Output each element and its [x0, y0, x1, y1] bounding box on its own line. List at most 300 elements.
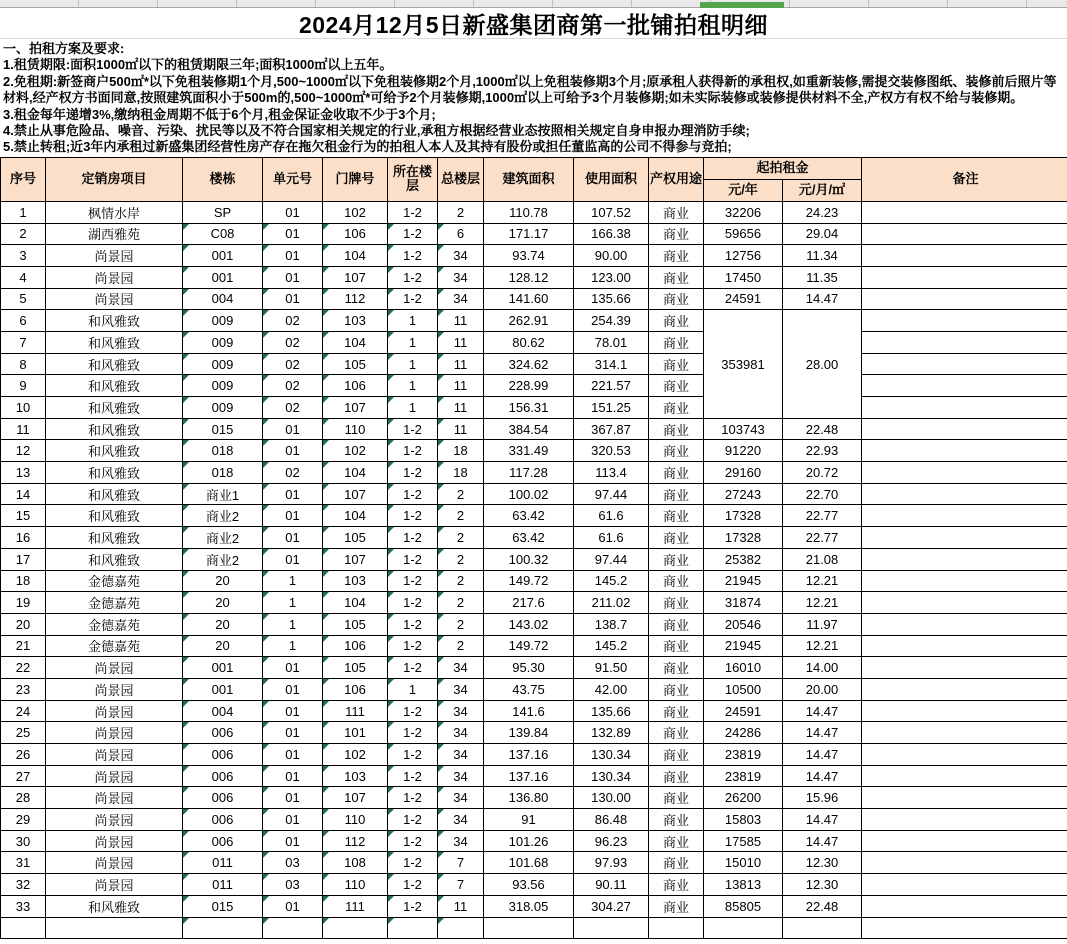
cell[interactable]: 11 [438, 895, 484, 917]
cell[interactable]: 商业 [649, 483, 704, 505]
cell[interactable]: 11 [438, 310, 484, 332]
cell[interactable]: 商业 [649, 527, 704, 549]
cell[interactable]: 25 [1, 722, 46, 744]
cell[interactable]: SP [183, 201, 263, 223]
cell[interactable]: 7 [438, 874, 484, 896]
cell[interactable]: 和风雅致 [46, 548, 183, 570]
cell[interactable]: 商业 [649, 787, 704, 809]
cell[interactable]: 1-2 [388, 223, 438, 245]
cell[interactable]: 1 [263, 570, 323, 592]
cell[interactable]: 106 [323, 375, 388, 397]
cell[interactable]: 23819 [704, 765, 783, 787]
cell[interactable] [862, 722, 1067, 744]
cell[interactable] [862, 874, 1067, 896]
cell[interactable]: 22.77 [783, 505, 862, 527]
cell[interactable]: 和风雅致 [46, 397, 183, 419]
cell[interactable] [862, 895, 1067, 917]
cell[interactable]: 97.44 [574, 483, 649, 505]
cell[interactable]: 金德嘉苑 [46, 635, 183, 657]
cell[interactable]: 11.34 [783, 245, 862, 267]
cell[interactable] [862, 678, 1067, 700]
cell[interactable]: 93.74 [484, 245, 574, 267]
cell[interactable]: 1 [263, 592, 323, 614]
cell[interactable]: 01 [263, 787, 323, 809]
cell[interactable]: 01 [263, 245, 323, 267]
cell[interactable]: 105 [323, 657, 388, 679]
cell[interactable]: 102 [323, 744, 388, 766]
cell[interactable] [862, 462, 1067, 484]
cell[interactable]: 304.27 [574, 895, 649, 917]
cell[interactable]: 018 [183, 440, 263, 462]
cell[interactable]: 1-2 [388, 613, 438, 635]
cell[interactable]: 101.26 [484, 830, 574, 852]
cell[interactable] [649, 917, 704, 939]
cell[interactable]: 17328 [704, 505, 783, 527]
cell[interactable]: 03 [263, 874, 323, 896]
cell[interactable]: 和风雅致 [46, 353, 183, 375]
cell[interactable]: 145.2 [574, 635, 649, 657]
cell[interactable]: 01 [263, 483, 323, 505]
cell[interactable]: 尚景园 [46, 288, 183, 310]
cell[interactable]: 011 [183, 852, 263, 874]
cell[interactable]: 和风雅致 [46, 527, 183, 549]
cell[interactable]: 尚景园 [46, 657, 183, 679]
cell[interactable]: 3 [1, 245, 46, 267]
cell[interactable]: 16 [1, 527, 46, 549]
cell[interactable]: 22 [1, 657, 46, 679]
cell[interactable] [323, 917, 388, 939]
cell[interactable]: 135.66 [574, 288, 649, 310]
cell[interactable]: 97.93 [574, 852, 649, 874]
cell[interactable]: 130.00 [574, 787, 649, 809]
cell[interactable]: 217.6 [484, 592, 574, 614]
cell[interactable]: 001 [183, 678, 263, 700]
cell[interactable]: 103 [323, 310, 388, 332]
cell[interactable]: 25382 [704, 548, 783, 570]
cell[interactable]: 108 [323, 852, 388, 874]
cell[interactable]: 商业 [649, 700, 704, 722]
cell[interactable]: 102 [323, 440, 388, 462]
cell[interactable]: 113.4 [574, 462, 649, 484]
cell[interactable]: 商业 [649, 722, 704, 744]
cell[interactable] [862, 375, 1067, 397]
cell[interactable]: 尚景园 [46, 245, 183, 267]
cell[interactable]: 和风雅致 [46, 440, 183, 462]
cell[interactable]: 14.47 [783, 744, 862, 766]
cell[interactable]: 尚景园 [46, 744, 183, 766]
cell[interactable]: 12.21 [783, 592, 862, 614]
cell[interactable]: 01 [263, 830, 323, 852]
cell[interactable]: 107 [323, 397, 388, 419]
cell[interactable]: 24.23 [783, 201, 862, 223]
cell[interactable]: 1 [263, 613, 323, 635]
cell[interactable] [574, 917, 649, 939]
cell[interactable]: 006 [183, 830, 263, 852]
cell[interactable]: 11.97 [783, 613, 862, 635]
cell[interactable]: 151.25 [574, 397, 649, 419]
cell[interactable]: 42.00 [574, 678, 649, 700]
cell[interactable]: 80.62 [484, 331, 574, 353]
cell[interactable]: 枫情水岸 [46, 201, 183, 223]
cell[interactable]: 24591 [704, 288, 783, 310]
cell[interactable] [862, 353, 1067, 375]
cell[interactable]: 384.54 [484, 418, 574, 440]
cell[interactable]: 20 [183, 635, 263, 657]
cell[interactable]: 14.47 [783, 700, 862, 722]
cell[interactable]: 112 [323, 288, 388, 310]
cell[interactable] [862, 331, 1067, 353]
cell[interactable] [862, 310, 1067, 332]
cell[interactable]: 12.30 [783, 852, 862, 874]
cell[interactable]: 23819 [704, 744, 783, 766]
cell[interactable]: 21945 [704, 570, 783, 592]
cell[interactable]: 和风雅致 [46, 375, 183, 397]
cell[interactable]: 1-2 [388, 700, 438, 722]
cell[interactable]: 14.47 [783, 722, 862, 744]
cell[interactable]: 105 [323, 353, 388, 375]
cell[interactable]: 商业2 [183, 505, 263, 527]
cell[interactable]: 01 [263, 266, 323, 288]
cell[interactable]: 106 [323, 635, 388, 657]
cell[interactable]: 尚景园 [46, 852, 183, 874]
cell[interactable]: 商业 [649, 462, 704, 484]
header-project[interactable]: 定销房项目 [46, 157, 183, 201]
cell[interactable]: 26200 [704, 787, 783, 809]
cell[interactable]: 331.49 [484, 440, 574, 462]
cell[interactable] [862, 548, 1067, 570]
cell[interactable]: 和风雅致 [46, 462, 183, 484]
cell[interactable]: 100.02 [484, 483, 574, 505]
cell[interactable]: 商业 [649, 852, 704, 874]
cell[interactable]: 商业 [649, 397, 704, 419]
cell[interactable]: 171.17 [484, 223, 574, 245]
cell[interactable]: 367.87 [574, 418, 649, 440]
cell[interactable]: 63.42 [484, 527, 574, 549]
cell[interactable]: 1-2 [388, 852, 438, 874]
cell[interactable]: 103 [323, 765, 388, 787]
cell[interactable]: 商业 [649, 548, 704, 570]
header-total-floors[interactable]: 总楼层 [438, 157, 484, 201]
cell[interactable]: 107 [323, 787, 388, 809]
cell[interactable]: 01 [263, 765, 323, 787]
cell[interactable] [862, 787, 1067, 809]
cell[interactable]: 17328 [704, 527, 783, 549]
cell[interactable] [862, 223, 1067, 245]
cell[interactable]: 和风雅致 [46, 483, 183, 505]
cell[interactable]: 90.00 [574, 245, 649, 267]
cell[interactable]: 16010 [704, 657, 783, 679]
cell[interactable] [704, 917, 783, 939]
cell[interactable]: 006 [183, 722, 263, 744]
cell[interactable]: 1-2 [388, 895, 438, 917]
cell[interactable]: 10500 [704, 678, 783, 700]
cell[interactable]: 006 [183, 765, 263, 787]
cell[interactable]: 34 [438, 744, 484, 766]
cell[interactable]: 02 [263, 310, 323, 332]
cell[interactable]: 34 [438, 765, 484, 787]
cell[interactable]: 34 [438, 657, 484, 679]
header-floor[interactable]: 所在楼层 [388, 157, 438, 201]
cell[interactable]: 5 [1, 288, 46, 310]
cell[interactable]: 006 [183, 809, 263, 831]
cell[interactable]: 1-2 [388, 874, 438, 896]
cell[interactable]: 7 [438, 852, 484, 874]
cell[interactable]: 尚景园 [46, 765, 183, 787]
cell[interactable]: 14.47 [783, 765, 862, 787]
cell[interactable]: 43.75 [484, 678, 574, 700]
cell[interactable]: 23 [1, 678, 46, 700]
cell[interactable]: 02 [263, 331, 323, 353]
cell[interactable]: 01 [263, 223, 323, 245]
cell[interactable]: 01 [263, 895, 323, 917]
cell[interactable]: 96.23 [574, 830, 649, 852]
cell[interactable]: 29160 [704, 462, 783, 484]
cell[interactable]: 130.34 [574, 765, 649, 787]
cell[interactable]: 1-2 [388, 570, 438, 592]
cell[interactable]: 01 [263, 657, 323, 679]
header-unit[interactable]: 单元号 [263, 157, 323, 201]
cell[interactable]: 141.6 [484, 700, 574, 722]
cell[interactable] [862, 809, 1067, 831]
cell[interactable]: 009 [183, 397, 263, 419]
cell[interactable]: 149.72 [484, 570, 574, 592]
cell[interactable]: 001 [183, 245, 263, 267]
cell[interactable]: 102 [323, 201, 388, 223]
cell[interactable]: 004 [183, 700, 263, 722]
header-usable-area[interactable]: 使用面积 [574, 157, 649, 201]
cell[interactable]: 015 [183, 418, 263, 440]
cell[interactable]: 34 [438, 288, 484, 310]
cell[interactable]: 01 [263, 744, 323, 766]
cell[interactable]: 12.30 [783, 874, 862, 896]
header-door-number[interactable]: 门牌号 [323, 157, 388, 201]
cell[interactable]: 商业 [649, 592, 704, 614]
cell[interactable]: 006 [183, 787, 263, 809]
cell[interactable]: 01 [263, 678, 323, 700]
cell[interactable]: 104 [323, 331, 388, 353]
cell[interactable]: 138.7 [574, 613, 649, 635]
cell[interactable]: 01 [263, 418, 323, 440]
header-property-use[interactable]: 产权用途 [649, 157, 704, 201]
cell[interactable]: 商业 [649, 331, 704, 353]
cell[interactable]: 11 [438, 375, 484, 397]
cell[interactable]: 011 [183, 874, 263, 896]
cell[interactable]: 1-2 [388, 765, 438, 787]
cell[interactable]: 009 [183, 353, 263, 375]
header-rent-per-month-sqm[interactable]: 元/月/㎡ [783, 179, 862, 201]
cell[interactable]: 2 [438, 483, 484, 505]
cell[interactable]: 1-2 [388, 266, 438, 288]
cell[interactable] [862, 744, 1067, 766]
cell[interactable]: 商业2 [183, 527, 263, 549]
cell[interactable]: 湖西雅苑 [46, 223, 183, 245]
cell[interactable]: 13813 [704, 874, 783, 896]
cell[interactable] [783, 917, 862, 939]
cell[interactable]: 31874 [704, 592, 783, 614]
cell[interactable]: 商业 [649, 657, 704, 679]
cell[interactable]: 12756 [704, 245, 783, 267]
cell[interactable]: 1-2 [388, 830, 438, 852]
cell[interactable]: 1 [388, 375, 438, 397]
cell[interactable] [862, 245, 1067, 267]
cell[interactable]: 01 [263, 505, 323, 527]
cell[interactable]: 商业 [649, 418, 704, 440]
cell[interactable]: 104 [323, 462, 388, 484]
cell[interactable]: 01 [263, 722, 323, 744]
cell[interactable]: 004 [183, 288, 263, 310]
cell[interactable]: 86.48 [574, 809, 649, 831]
cell[interactable]: 02 [263, 462, 323, 484]
cell[interactable]: 1-2 [388, 505, 438, 527]
cell[interactable]: 2 [438, 201, 484, 223]
cell[interactable]: 104 [323, 505, 388, 527]
cell[interactable]: 01 [263, 809, 323, 831]
cell[interactable]: 尚景园 [46, 830, 183, 852]
cell[interactable]: 112 [323, 830, 388, 852]
cell[interactable]: 156.31 [484, 397, 574, 419]
cell[interactable]: 110.78 [484, 201, 574, 223]
cell[interactable]: 14.00 [783, 657, 862, 679]
cell[interactable]: 22.48 [783, 895, 862, 917]
cell[interactable] [862, 852, 1067, 874]
cell[interactable]: 107 [323, 483, 388, 505]
cell[interactable]: 1-2 [388, 722, 438, 744]
cell[interactable]: 商业 [649, 288, 704, 310]
cell[interactable]: 1 [388, 397, 438, 419]
cell[interactable]: 2 [438, 548, 484, 570]
cell[interactable]: 26 [1, 744, 46, 766]
cell[interactable]: 尚景园 [46, 809, 183, 831]
cell[interactable]: 01 [263, 527, 323, 549]
cell[interactable]: 29 [1, 809, 46, 831]
cell[interactable]: 015 [183, 895, 263, 917]
cell[interactable] [862, 505, 1067, 527]
cell[interactable]: 20 [183, 592, 263, 614]
cell[interactable]: 32 [1, 874, 46, 896]
cell[interactable]: 1-2 [388, 245, 438, 267]
cell[interactable]: 商业 [649, 440, 704, 462]
cell[interactable]: 27243 [704, 483, 783, 505]
cell[interactable]: 商业 [649, 505, 704, 527]
cell[interactable]: 90.11 [574, 874, 649, 896]
cell[interactable]: 34 [438, 700, 484, 722]
cell[interactable]: 100.32 [484, 548, 574, 570]
cell[interactable]: 14.47 [783, 830, 862, 852]
cell[interactable]: 29.04 [783, 223, 862, 245]
cell[interactable]: 34 [438, 245, 484, 267]
cell[interactable]: 324.62 [484, 353, 574, 375]
cell[interactable]: 166.38 [574, 223, 649, 245]
cell[interactable]: 130.34 [574, 744, 649, 766]
cell[interactable]: 254.39 [574, 310, 649, 332]
cell[interactable]: 107.52 [574, 201, 649, 223]
cell[interactable]: 01 [263, 440, 323, 462]
cell[interactable]: 21945 [704, 635, 783, 657]
cell[interactable]: 2 [438, 592, 484, 614]
cell[interactable]: 24 [1, 700, 46, 722]
cell[interactable]: 11 [438, 353, 484, 375]
cell[interactable]: 145.2 [574, 570, 649, 592]
cell[interactable]: 和风雅致 [46, 310, 183, 332]
cell[interactable]: 137.16 [484, 765, 574, 787]
cell[interactable]: 14.47 [783, 288, 862, 310]
cell[interactable]: 34 [438, 830, 484, 852]
cell[interactable]: 107 [323, 266, 388, 288]
cell[interactable]: 1 [388, 353, 438, 375]
cell[interactable]: 9 [1, 375, 46, 397]
cell[interactable]: 85805 [704, 895, 783, 917]
cell[interactable]: 123.00 [574, 266, 649, 288]
cell[interactable]: 1-2 [388, 462, 438, 484]
cell[interactable]: 1-2 [388, 418, 438, 440]
cell[interactable]: 61.6 [574, 527, 649, 549]
cell[interactable]: 2 [438, 570, 484, 592]
cell[interactable]: 17450 [704, 266, 783, 288]
cell[interactable]: 91 [484, 809, 574, 831]
cell[interactable]: 141.60 [484, 288, 574, 310]
cell[interactable] [862, 592, 1067, 614]
cell[interactable]: 001 [183, 266, 263, 288]
cell[interactable]: 18 [438, 440, 484, 462]
cell[interactable] [862, 266, 1067, 288]
header-build-area[interactable]: 建筑面积 [484, 157, 574, 201]
cell[interactable]: 尚景园 [46, 722, 183, 744]
cell[interactable]: 和风雅致 [46, 331, 183, 353]
header-seq[interactable]: 序号 [1, 157, 46, 201]
cell[interactable]: 01 [263, 700, 323, 722]
cell[interactable]: 14.47 [783, 809, 862, 831]
cell[interactable]: 11.35 [783, 266, 862, 288]
cell[interactable]: 111 [323, 895, 388, 917]
cell[interactable]: 97.44 [574, 548, 649, 570]
cell[interactable]: 金德嘉苑 [46, 570, 183, 592]
cell[interactable]: 商业 [649, 830, 704, 852]
cell[interactable]: 262.91 [484, 310, 574, 332]
cell[interactable]: 103743 [704, 418, 783, 440]
cell[interactable]: 128.12 [484, 266, 574, 288]
cell[interactable] [862, 483, 1067, 505]
cell[interactable]: 228.99 [484, 375, 574, 397]
cell[interactable]: 1-2 [388, 744, 438, 766]
cell[interactable]: 009 [183, 331, 263, 353]
cell[interactable] [46, 917, 183, 939]
cell[interactable]: 01 [263, 201, 323, 223]
cell[interactable]: 02 [263, 375, 323, 397]
cell[interactable]: 商业 [649, 635, 704, 657]
cell[interactable]: 34 [438, 787, 484, 809]
cell[interactable]: 商业1 [183, 483, 263, 505]
cell[interactable]: 2 [438, 505, 484, 527]
cell[interactable]: 15803 [704, 809, 783, 831]
cell[interactable]: 商业 [649, 613, 704, 635]
cell[interactable]: 02 [263, 353, 323, 375]
cell[interactable]: 101 [323, 722, 388, 744]
cell[interactable]: 105 [323, 527, 388, 549]
cell[interactable]: 12.21 [783, 635, 862, 657]
cell[interactable]: 34 [438, 809, 484, 831]
cell[interactable]: 136.80 [484, 787, 574, 809]
cell[interactable]: 1-2 [388, 809, 438, 831]
cell[interactable]: 2 [438, 613, 484, 635]
cell[interactable]: 12.21 [783, 570, 862, 592]
cell[interactable]: 1 [388, 678, 438, 700]
cell[interactable]: 135.66 [574, 700, 649, 722]
cell[interactable]: 110 [323, 874, 388, 896]
cell[interactable]: 006 [183, 744, 263, 766]
cell[interactable]: 91220 [704, 440, 783, 462]
cell[interactable]: 7 [1, 331, 46, 353]
cell[interactable]: 1-2 [388, 548, 438, 570]
